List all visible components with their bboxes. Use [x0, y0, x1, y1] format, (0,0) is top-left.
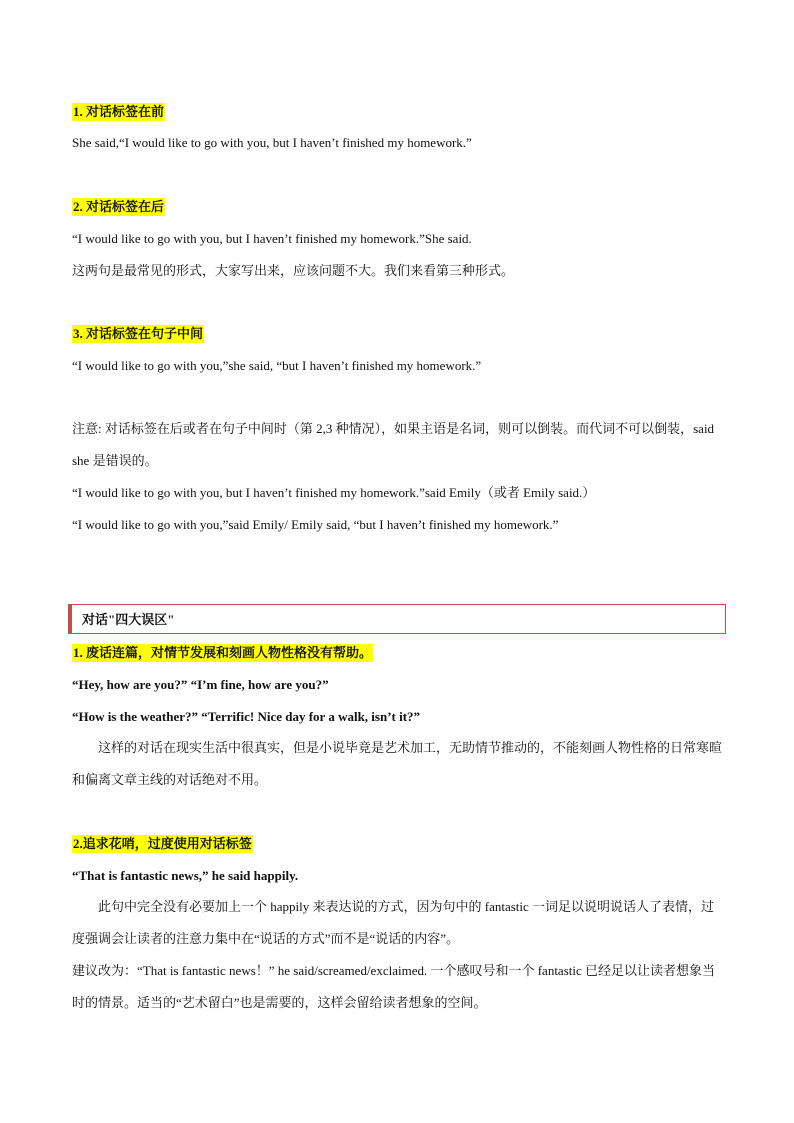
example-inversion-middle: “I would like to go with you,”said Emily/ Emily said, “but I haven’t finished my homework.” [72, 517, 559, 532]
mistake-2-paragraph: 此句中完全没有必要加上一个 happily 来表达说的方式，因为句中的 fantastic 一词足以说明说话人了表情，过度强调会让读者的注意力集中在“说话的方式”而不是“说话的内容”。 [72, 899, 715, 946]
section-title-box [68, 604, 726, 634]
mistake-1-paragraph: 这样的对话在现实生活中很真实，但是小说毕竟是艺术加工，无助情节推动的，不能刻画人物性格的日常寒暄和偏离文章主线的对话绝对不用。 [72, 740, 723, 787]
example-tag-before: She said,“I would like to go with you, but I haven’t finished my homework.” [72, 135, 472, 150]
note-common-forms: 这两句是最常见的形式，大家写出来，应该问题不大。我们来看第三种形式。 [72, 263, 515, 278]
mistake-1-example-2: “How is the weather?” “Terrific! Nice day for a walk, isn’t it?” [72, 709, 421, 724]
section-title: 对话"四大误区" [82, 612, 175, 627]
mistake-1-example-1: “Hey, how are you?” “I’m fine, how are you?” [72, 677, 329, 692]
heading-mistake-2: 2.追求花哨，过度使用对话标签 [73, 836, 252, 851]
example-inversion-after: “I would like to go with you, but I haven’t finished my homework.”said Emily（或者 Emily said.） [72, 485, 596, 500]
mistake-2-suggestion: 建议改为：“That is fantastic news！” he said/screamed/exclaimed. 一个感叹号和一个 fantastic 已经足以让读者想象当时的情景。适当的“艺术留白”也是需要的，这样会留给读者想象的空间。 [72, 963, 715, 1010]
heading-tag-before: 1. 对话标签在前 [73, 104, 165, 119]
example-tag-after: “I would like to go with you, but I haven’t finished my homework.”She said. [72, 231, 472, 246]
mistake-2-example-1: “That is fantastic news,” he said happily. [72, 868, 299, 883]
note-inversion: 注意: 对话标签在后或者在句子中间时（第 2,3 种情况），如果主语是名词，则可以倒装。而代词不可以倒装，said she 是错误的。 [72, 421, 715, 468]
example-tag-middle: “I would like to go with you,”she said, “but I haven’t finished my homework.” [72, 358, 482, 373]
heading-tag-after: 2. 对话标签在后 [73, 199, 165, 214]
heading-mistake-1: 1. 废话连篇，对情节发展和刻画人物性格没有帮助。 [73, 645, 373, 660]
heading-tag-middle: 3. 对话标签在句子中间 [73, 326, 204, 341]
